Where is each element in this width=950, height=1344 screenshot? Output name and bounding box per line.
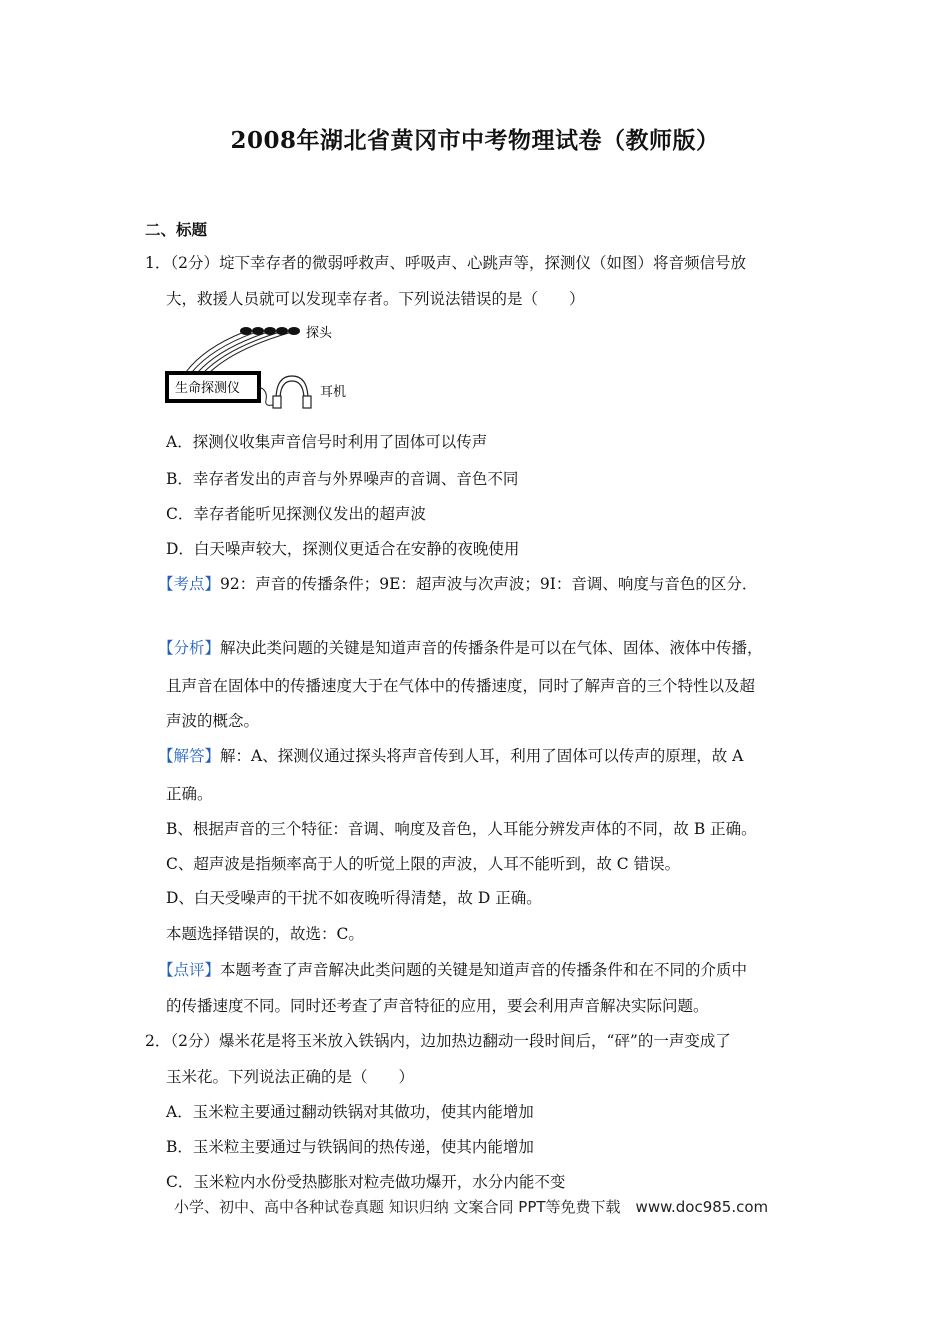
probe-label: 探头 [306, 326, 333, 341]
jieda-text-1: 解：A、探测仪通过探头将声音传到人耳，利用了固体可以传声的原理，故 A [220, 747, 744, 765]
jieda-tag: 【解答】 [158, 747, 221, 765]
q1-jieda-line-5: D、白天受噪声的干扰不如夜晚听得清楚，故 D 正确。 [166, 889, 542, 907]
life-detector-figure [164, 320, 364, 412]
q1-fenxi-line-3: 声波的概念。 [166, 712, 260, 730]
probe-heads [240, 327, 300, 335]
q1-jieda-line-3: B、根据声音的三个特征：音调、响度及音色，人耳能分辨发声体的不同，故 B 正确。 [166, 820, 757, 838]
dianping-text-1: 本题考查了声音解决此类问题的关键是知道声音的传播条件和在不同的介质中 [220, 961, 748, 979]
earphone-icon [273, 376, 311, 408]
q1-option-b: B．幸存者发出的声音与外界噪声的音调、音色不同 [166, 470, 519, 488]
q1-kaodian [158, 574, 757, 594]
q1-dianping-line-1 [158, 960, 747, 980]
life-detector-diagram [164, 320, 364, 412]
q1-option-c: C．幸存者能听见探测仪发出的超声波 [166, 505, 426, 523]
document-title: 2008年湖北省黄冈市中考物理试卷（教师版） [230, 127, 720, 154]
q1-option-a: A．探测仪收集声音信号时利用了固体可以传声 [166, 433, 488, 451]
device-label: 生命探测仪 [175, 381, 241, 396]
q1-jieda-line-4: C、超声波是指频率高于人的听觉上限的声波，人耳不能听到，故 C 错误。 [166, 855, 681, 873]
fenxi-text-1: 解决此类问题的关键是知道声音的传播条件是可以在气体、固体、液体中传播， [220, 639, 763, 657]
q2-stem-line-1: 2．（2分）爆米花是将玉米放入铁锅内，边加热边翻动一段时间后，“砰”的一声变成了 [145, 1032, 731, 1050]
q2-option-a: A．玉米粒主要通过翻动铁锅对其做功，使其内能增加 [166, 1103, 534, 1121]
q1-option-d: D．白天噪声较大，探测仪更适合在安静的夜晚使用 [166, 540, 520, 558]
q1-fenxi-line-2: 且声音在固体中的传播速度大于在气体中的传播速度，同时了解声音的三个特性以及超 [166, 677, 756, 695]
q1-dianping-line-2: 的传播速度不同。同时还考查了声音特征的应用，要会利用声音解决实际问题。 [166, 997, 709, 1015]
dianping-tag: 【点评】 [158, 961, 221, 979]
q1-jieda-line-6: 本题选择错误的，故选：C。 [166, 925, 364, 943]
kaodian-text: 92：声音的传播条件；9E：超声波与次声波；9I：音调、响度与音色的区分． [220, 575, 758, 593]
q1-fenxi-line-1 [158, 638, 763, 658]
q2-stem-line-2: 玉米花。下列说法正确的是（ ） [166, 1068, 415, 1086]
earphone-label: 耳机 [320, 385, 347, 400]
q2-option-b: B．玉米粒主要通过与铁锅间的热传递，使其内能增加 [166, 1138, 534, 1156]
q1-stem-line-2: 大，救援人员就可以发现幸存者。下列说法错误的是（ ） [166, 290, 585, 308]
kaodian-tag: 【考点】 [158, 575, 221, 593]
section-heading: 二、标题 [145, 220, 208, 239]
q1-stem-line-1: 1．（2分）埞下幸存者的微弱呼救声、呼吸声、心跳声等，探测仪（如图）将音频信号放 [145, 254, 746, 272]
q2-option-c: C．玉米粒内水份受热膨胀对粒壳做功爆开，水分内能不变 [166, 1173, 566, 1191]
fenxi-tag: 【分析】 [158, 639, 221, 657]
probe-wires [186, 332, 292, 372]
page-footer: 小学、初中、高中各种试卷真题 知识归纳 文案合同 PPT等免费下载 www.doc985.com [174, 1198, 769, 1216]
q1-jieda-line-2: 正确。 [166, 785, 213, 803]
q1-jieda-line-1 [158, 746, 743, 766]
